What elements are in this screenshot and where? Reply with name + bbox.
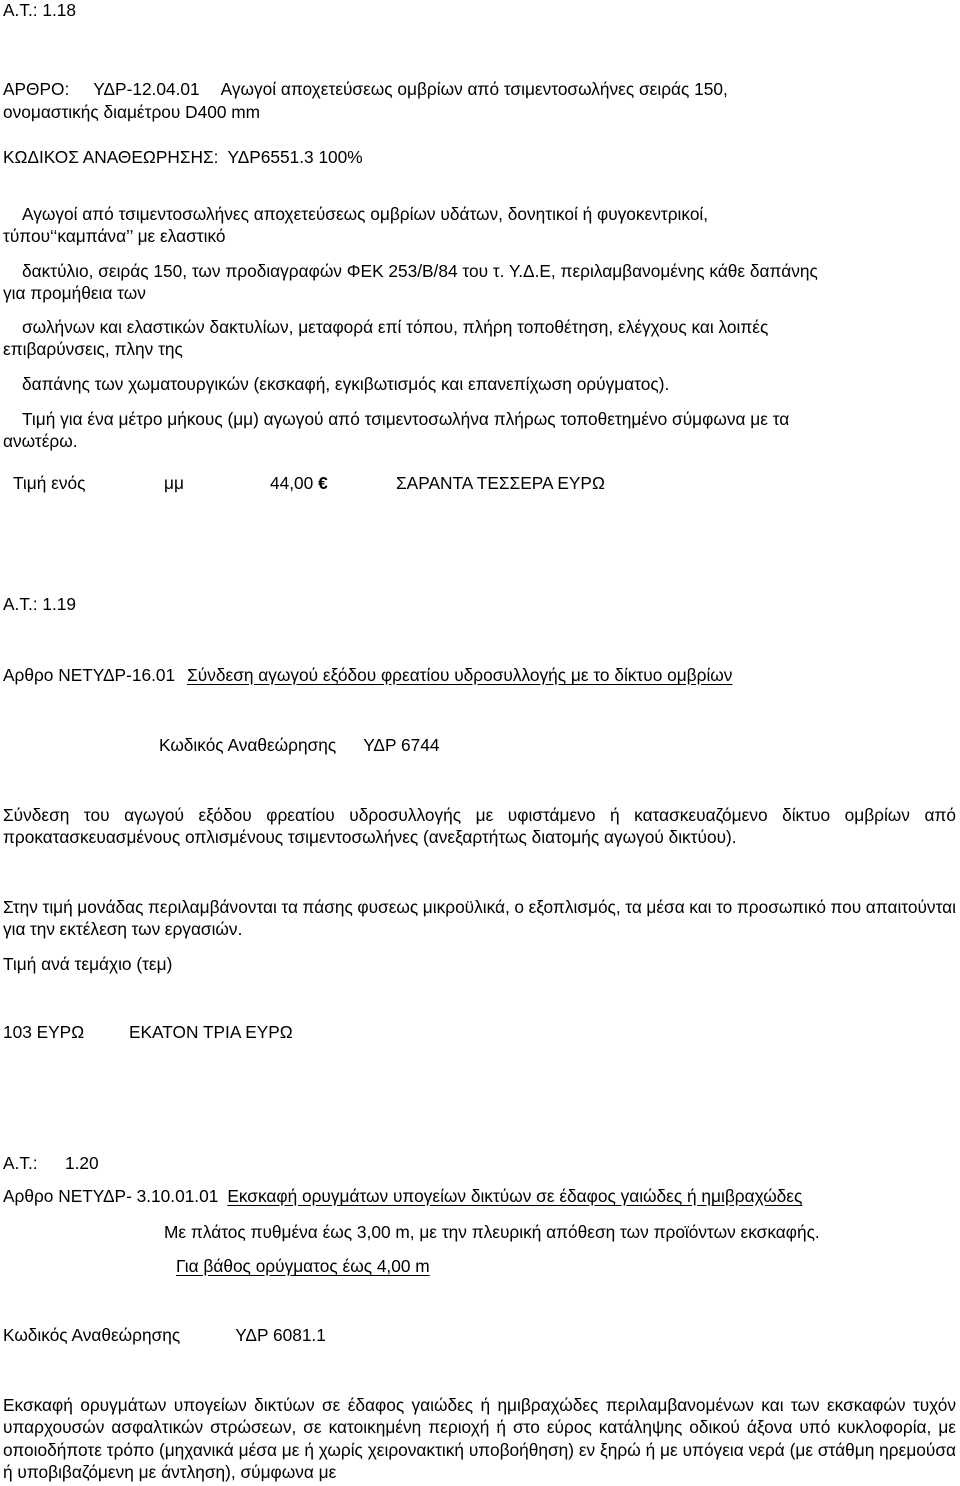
- s1-article-code: ΥΔΡ-12.04.01: [93, 79, 200, 99]
- s2-revision-label: Κωδικός Αναθεώρησης: [159, 735, 337, 755]
- s1-desc-5: σωλήνων και ελαστικών δακτυλίων, μεταφορά επί τόπου, πλήρη τοποθέτηση, ελέγχους και λοιπές: [22, 317, 769, 337]
- s3-revision-label: Κωδικός Αναθεώρησης: [3, 1325, 181, 1345]
- s1-article-line: [3, 79, 728, 100]
- s1-revision-value: ΥΔΡ6551.3 100%: [227, 147, 363, 167]
- s1-price-words: ΣΑΡΑΝΤΑ ΤΕΣΣΕΡΑ ΕΥΡΩ: [396, 473, 605, 493]
- s3-revision-value: ΥΔΡ 6081.1: [235, 1325, 326, 1345]
- s2-revision-value: ΥΔΡ 6744: [363, 735, 440, 755]
- s1-desc-2: τύπου‘‘καμπάνα’’ με ελαστικό: [3, 226, 226, 246]
- s1-revision-label: ΚΩΔΙΚΟΣ ΑΝΑΘΕΩΡΗΣΗΣ:: [3, 147, 219, 167]
- s1-article-title-1: Αγωγοί αποχετεύσεως ομβρίων από τσιμεντοσωλήνες σειράς 150,: [220, 79, 728, 99]
- s1-desc-1: Αγωγοί από τσιμεντοσωλήνες αποχετεύσεως ομβρίων υδάτων, δονητικοί ή φυγοκεντρικοί,: [22, 204, 709, 224]
- s2-unit-line: Τιμή ανά τεμάχιο (τεμ): [3, 954, 173, 974]
- s3-at-value: 1.20: [65, 1153, 99, 1173]
- s1-price-label: Τιμή ενός: [13, 473, 86, 493]
- s3-subtitle: Με πλάτος πυθμένα έως 3,00 m, με την πλευρική απόθεση των προϊόντων εκσκαφής.: [164, 1222, 820, 1242]
- s2-revision-line: [159, 735, 439, 756]
- s1-article-title-2: ονομαστικής διαμέτρου D400 mm: [3, 102, 261, 122]
- s3-at-label: Α.Τ.:: [3, 1153, 38, 1173]
- s1-revision-line: [3, 147, 363, 168]
- s1-desc-9: ανωτέρω.: [3, 431, 78, 451]
- s2-at: Α.Τ.: 1.19: [3, 594, 77, 614]
- s3-depth: Για βάθος ορύγματος έως 4,00 m: [176, 1256, 430, 1276]
- s2-article-line: [3, 665, 732, 686]
- s3-article-label: Αρθρο ΝΕΤΥΔΡ- 3.10.01.01: [3, 1186, 219, 1206]
- s2-price-value: 103 ΕΥΡΩ: [3, 1022, 85, 1042]
- s1-price-value: 44,00: [270, 473, 314, 493]
- s3-article-title: Εκσκαφή ορυγμάτων υπογείων δικτύων σε έδαφος γαιώδες ή ημιβραχώδες: [227, 1186, 803, 1206]
- s3-revision-line: [3, 1325, 326, 1346]
- s1-desc-7: δαπάνης των χωματουργικών (εκσκαφή, εγκιβωτισμός και επανεπίχωση ορύγματος).: [22, 374, 670, 394]
- s1-price-value-group: [270, 473, 328, 494]
- s2-paragraph-1: Σύνδεση του αγωγού εξόδου φρεατίου υδροσυλλογής με υφιστάμενο ή κατασκευαζόμενο δίκτυο ομβρίων από προκατασκευασμένους οπλισμένους τσιμεντοσωλήνες (ανεξαρτήτως διατομής αγωγού δικτύου).: [3, 805, 956, 847]
- s2-article-label: Αρθρο ΝΕΤΥΔΡ-16.01: [3, 665, 176, 685]
- s1-at: Α.Τ.: 1.18: [3, 0, 77, 20]
- euro-icon: €: [318, 473, 328, 493]
- s2-paragraph-2: Στην τιμή μονάδας περιλαμβάνονται τα πάσης φυσεως μικροϋλικά, ο εξοπλισμός, τα μέσα και το προσωπικό που απαιτούνται για την εκτέλεση των εργασιών.: [3, 897, 956, 939]
- s3-paragraph-1: Εκσκαφή ορυγμάτων υπογείων δικτύων σε έδαφος γαιώδες ή ημιβραχώδες περιλαμβανομένων και των εκσκαφών τυχόν υπαρχουσών ασφαλτικών στρώσεων, σε κατοικημένη περιοχή ή στο εύρος κατάληψης οδικού άξονα υπό κυκλοφορία, με οποιοδήποτε τρόπο (μηχανικά μέσα με ή χωρίς χειρονακτική υποβοήθηση) εν ξηρώ ή με υπόγεια νερά (με στάθμη ηρεμούσα ή υποβιβαζόμενη με άντληση), σύμφωνα με: [3, 1395, 956, 1482]
- s1-desc-4: για προμήθεια των: [3, 283, 146, 303]
- s2-article-title: Σύνδεση αγωγού εξόδου φρεατίου υδροσυλλογής με το δίκτυο ομβρίων: [187, 665, 733, 685]
- s1-price-unit: μμ: [164, 473, 184, 493]
- s1-desc-3: δακτύλιο, σειράς 150, των προδιαγραφών ΦΕΚ 253/Β/84 του τ. Υ.Δ.Ε, περιλαμβανομένης κάθε δαπάνης: [22, 261, 818, 281]
- s2-price-words: ΕΚΑΤΟΝ ΤΡΙΑ ΕΥΡΩ: [129, 1022, 293, 1042]
- s3-article-line: [3, 1186, 802, 1207]
- s1-desc-8: Τιμή για ένα μέτρο μήκους (μμ) αγωγού από τσιμεντοσωλήνα πλήρως τοποθετημένο σύμφωνα με τα: [22, 409, 790, 429]
- s1-desc-6: επιβαρύνσεις, πλην της: [3, 339, 183, 359]
- s1-article-label: ΑΡΘΡΟ:: [3, 79, 70, 99]
